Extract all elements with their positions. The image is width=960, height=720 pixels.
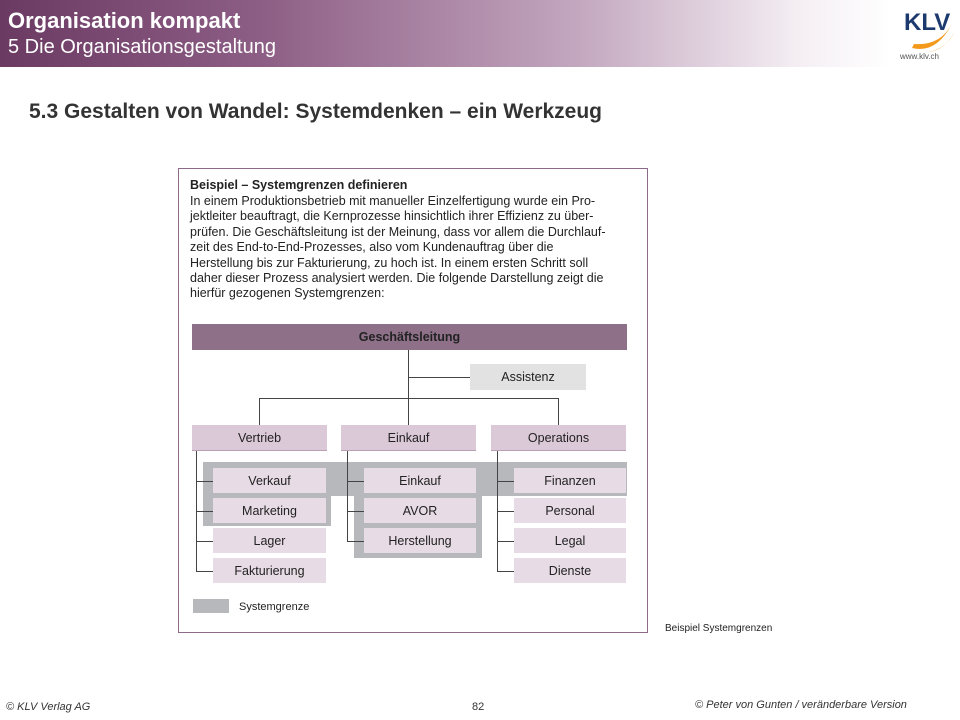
figure-heading: Beispiel – Systemgrenzen definieren (190, 178, 408, 192)
text-line: jektleiter beauftragt, die Kernprozesse hinsichtlich ihrer Effizienz zu über- (190, 209, 594, 224)
text-line: zeit des End-to-End-Prozesses, also vom Kundenauftrag über die (190, 240, 554, 255)
text-line: hierfür gezogenen Systemgrenzen: (190, 286, 385, 301)
org-box-avor: AVOR (364, 498, 476, 523)
org-box-verkauf: Verkauf (213, 468, 326, 493)
figure-caption: Beispiel Systemgrenzen (665, 623, 773, 634)
logo-text: KLV (904, 9, 951, 36)
org-box-legal: Legal (514, 528, 626, 553)
slide-title: 5.3 Gestalten von Wandel: Systemdenken – ein Werkzeug (29, 100, 603, 123)
org-box-lager: Lager (213, 528, 326, 553)
legend-label: Systemgrenze (239, 601, 310, 613)
connector-line (196, 511, 213, 512)
org-box-assistenz: Assistenz (470, 364, 586, 390)
page-number: 82 (472, 701, 485, 713)
logo-url: www.klv.ch (900, 52, 939, 61)
chapter-title: 5 Die Organisationsgestaltung (8, 36, 276, 58)
org-box-einkauf: Einkauf (341, 425, 476, 451)
connector-line (497, 541, 514, 542)
text-line: prüfen. Die Geschäftsleitung ist der Meinung, dass vor allem die Durchlauf- (190, 224, 606, 239)
text-line: Herstellung bis zur Fakturierung, zu hoch ist. In einem ersten Schritt soll (190, 255, 589, 270)
org-box-fakturierung: Fakturierung (213, 558, 326, 583)
footer-publisher: © KLV Verlag AG (6, 701, 91, 713)
connector-line (497, 571, 514, 572)
connector-line (196, 541, 213, 542)
org-box-personal: Personal (514, 498, 626, 523)
connector-line (347, 511, 364, 512)
org-box-finanzen: Finanzen (514, 468, 626, 493)
text-line: daher dieser Prozess analysiert werden. Die folgende Darstellung zeigt die (190, 271, 604, 286)
figure-text (190, 194, 642, 302)
connector-line (196, 481, 213, 482)
org-box-herstellung: Herstellung (364, 528, 476, 553)
org-box-marketing: Marketing (213, 498, 326, 523)
connector-line (259, 398, 260, 425)
connector-line (408, 377, 470, 378)
course-title: Organisation kompakt (8, 8, 241, 33)
connector-line (558, 398, 559, 425)
footer-author: © Peter von Gunten / veränderbare Version (695, 699, 907, 711)
connector-line (408, 398, 409, 425)
connector-line (347, 481, 364, 482)
connector-line (408, 350, 409, 398)
connector-line (497, 481, 514, 482)
connector-line (497, 511, 514, 512)
org-box-operations: Operations (491, 425, 626, 451)
org-box-dienste: Dienste (514, 558, 626, 583)
connector-line (347, 451, 348, 542)
text-line: In einem Produktionsbetrieb mit manueller Einzelfertigung wurde ein Pro- (190, 194, 596, 208)
org-box-einkauf-sub: Einkauf (364, 468, 476, 493)
connector-line (347, 541, 364, 542)
connector-line (196, 571, 213, 572)
org-box-vertrieb: Vertrieb (192, 425, 327, 451)
header-banner (0, 0, 890, 67)
org-box-geschaeftsleitung: Geschäftsleitung (192, 324, 627, 350)
legend-swatch (193, 599, 229, 613)
